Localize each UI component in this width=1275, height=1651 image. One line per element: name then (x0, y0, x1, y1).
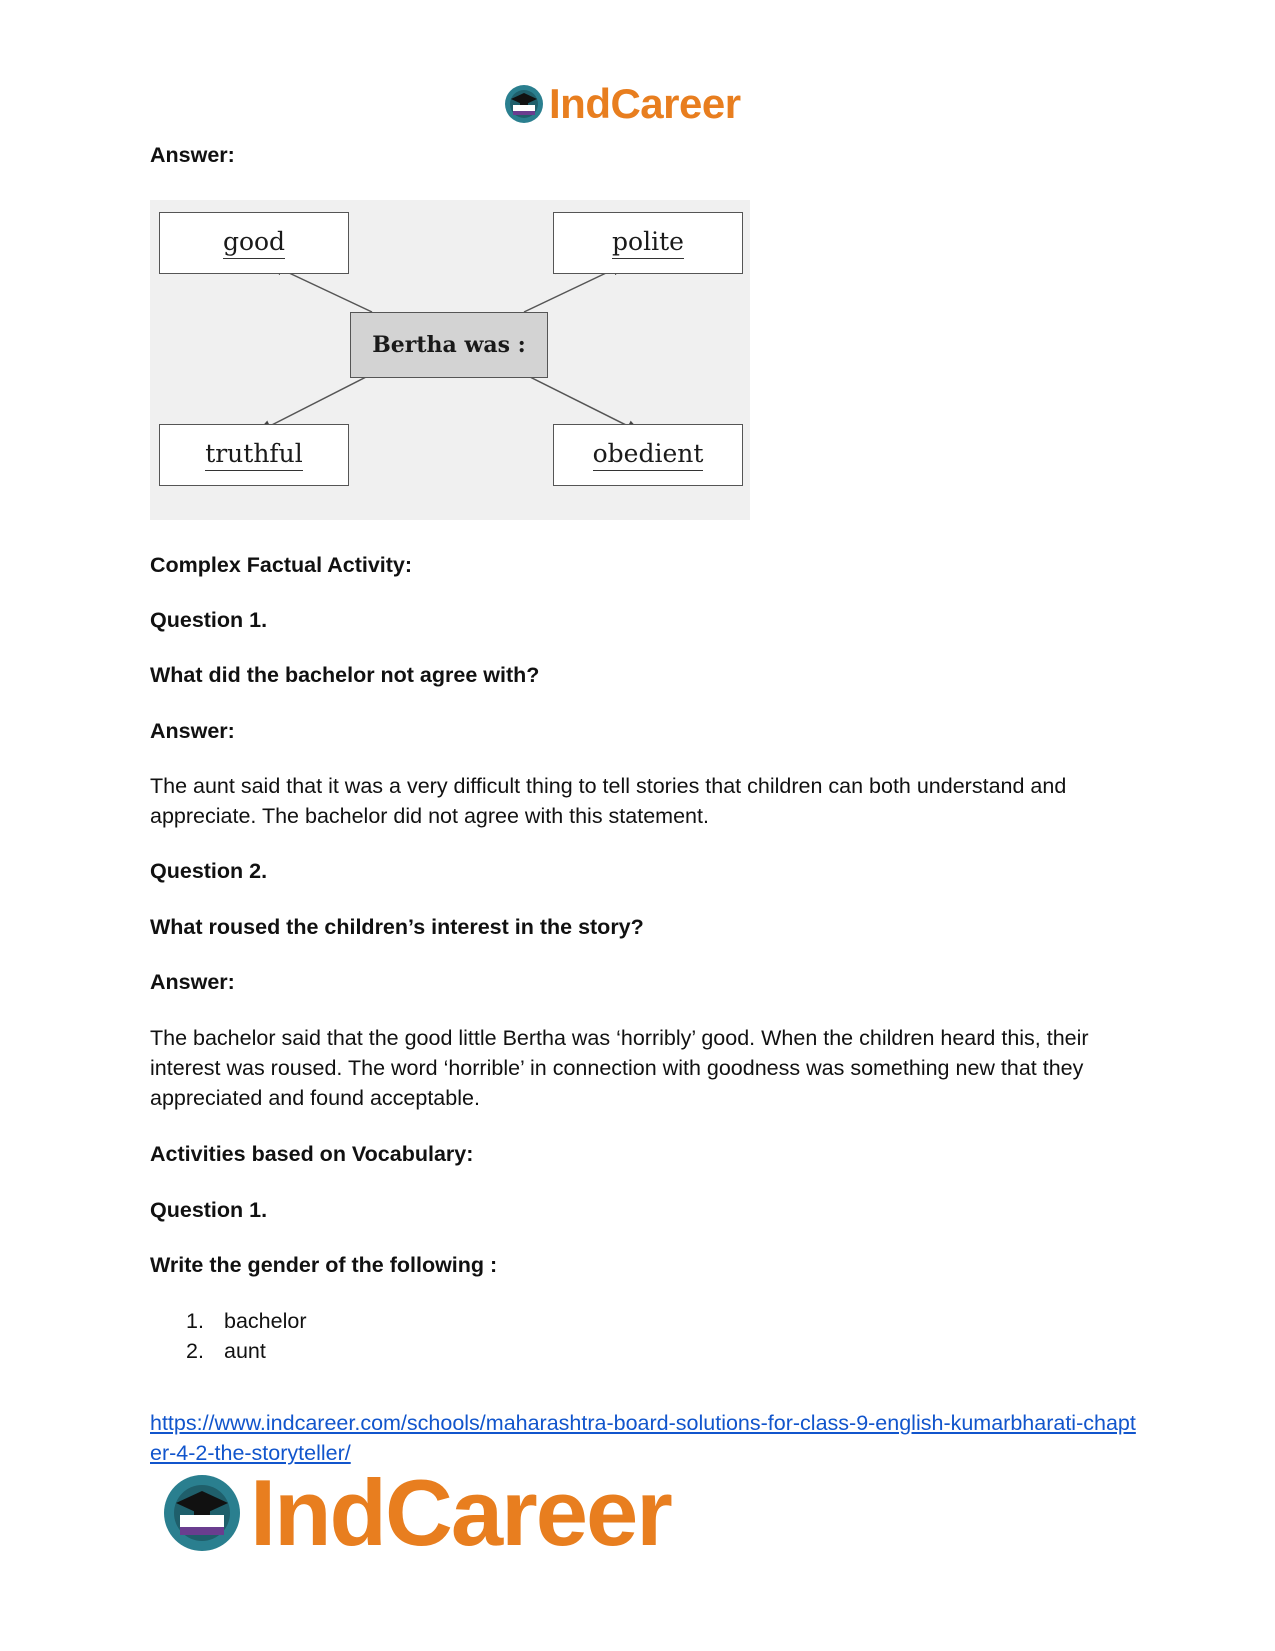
answer-label: Answer: (150, 143, 235, 167)
s1-question2-label: Question 2. (150, 859, 268, 883)
box-center (350, 312, 548, 378)
label-good: good (223, 227, 285, 259)
s1-answer2-text: The bachelor said that the good little Bertha was ‘horribly’ good. When the children heard this, their interest was roused. The word ‘horrible’ in connection with goodness was something new that they appreciated and found acceptable. (150, 1026, 1089, 1110)
s1-answer1-text: The aunt said that it was a very difficult thing to tell stories that children can both understand and appreciate. The bachelor did not agree with this statement. (150, 774, 1067, 828)
list-item-text: bachelor (224, 1309, 307, 1333)
header-logo (503, 80, 741, 128)
list-item-text: aunt (224, 1339, 266, 1363)
box-obedient (553, 424, 743, 486)
box-polite (553, 212, 743, 274)
s1-answer1-label: Answer: (150, 719, 235, 743)
s1-answer2-label: Answer: (150, 970, 235, 994)
label-truthful: truthful (205, 439, 303, 471)
footer-logo (160, 1460, 671, 1565)
label-obedient: obedient (593, 439, 704, 471)
s2-question1-label: Question 1. (150, 1198, 268, 1222)
s1-question1-label: Question 1. (150, 608, 268, 632)
box-good (159, 212, 349, 274)
gender-word-list (150, 1306, 306, 1366)
footer-brand: IndCareer (250, 1460, 671, 1565)
section1-heading: Complex Factual Activity: (150, 553, 413, 577)
source-url-link[interactable]: https://www.indcareer.com/schools/maharashtra-board-solutions-for-class-9-english-kumarbharati-chapter-4-2-the-storyteller/ (150, 1411, 1136, 1465)
box-truthful (159, 424, 349, 486)
section2-heading: Activities based on Vocabulary: (150, 1142, 474, 1166)
graduation-cap-book-icon (503, 83, 545, 125)
list-item-number: 2. (186, 1339, 204, 1363)
header-brand: IndCareer (549, 80, 741, 127)
list-item (150, 1306, 306, 1336)
label-polite: polite (612, 227, 684, 259)
s1-question2-text: What roused the children’s interest in the story? (150, 915, 644, 939)
bertha-diagram (150, 200, 750, 520)
list-item-number: 1. (186, 1309, 204, 1333)
graduation-cap-book-icon (160, 1471, 244, 1555)
label-center: Bertha was : (372, 332, 526, 358)
s2-question1-text: Write the gender of the following : (150, 1253, 498, 1277)
s1-question1-text: What did the bachelor not agree with? (150, 663, 540, 687)
list-item (150, 1336, 306, 1366)
